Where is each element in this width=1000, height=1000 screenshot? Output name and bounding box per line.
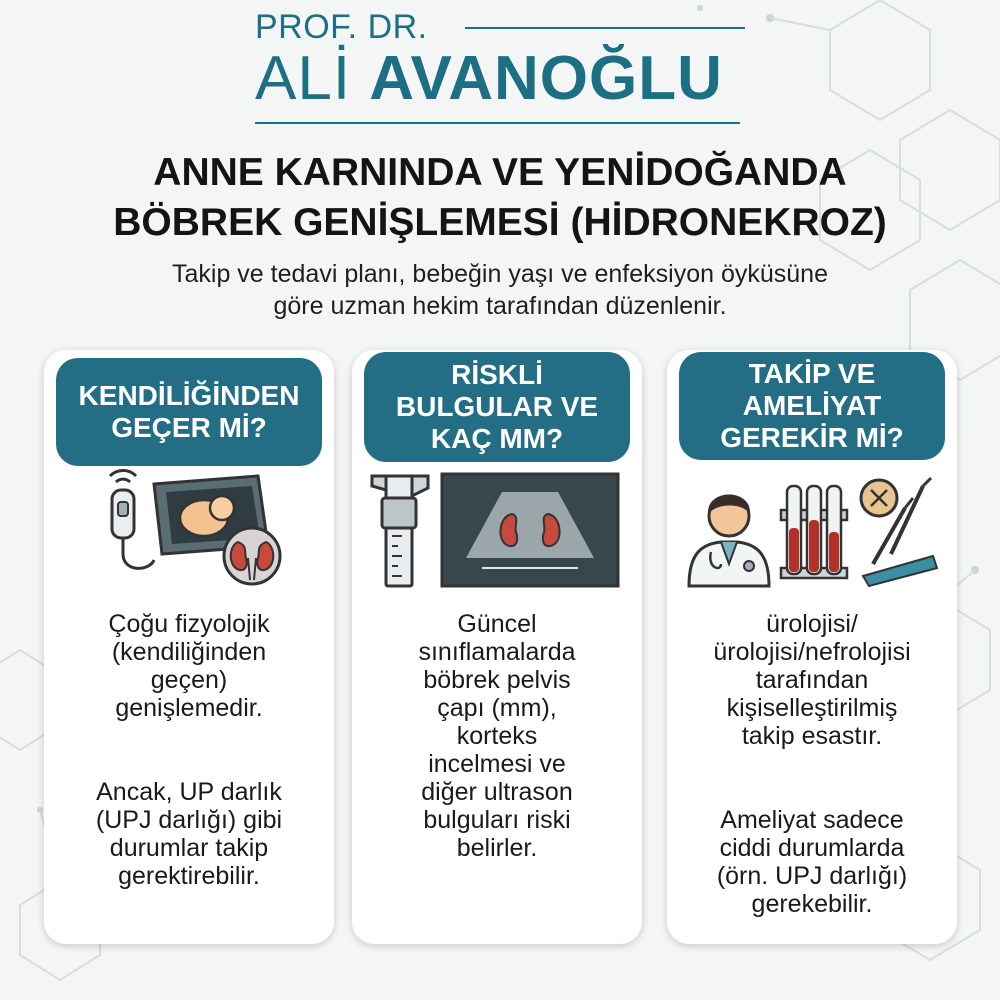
brand-divider-bottom — [255, 122, 740, 124]
kidney-ultrasound-icon — [442, 474, 618, 586]
brand-prefix: PROF. DR. — [255, 8, 428, 46]
card-paragraph: Çoğu fizyolojik (kendiliğinden geçen) genişlemedir. — [108, 610, 270, 722]
card-heading: RİSKLİ BULGULAR VE KAÇ MM? — [364, 352, 630, 462]
brand-first-name: ALİ — [255, 44, 352, 113]
caliper-icon — [372, 476, 428, 586]
info-card-risk-findings — [352, 350, 642, 944]
brand-name — [255, 44, 723, 114]
brand-last-name: AVANOĞLU — [369, 44, 723, 113]
info-card-followup-surgery — [667, 350, 957, 944]
card-body — [677, 582, 947, 946]
test-tubes-icon — [781, 486, 847, 578]
page-subtitle: Takip ve tedavi planı, bebeğin yaşı ve enfeksiyon öyküsüne göre uzman hekim tarafından düzenlenir. — [172, 260, 828, 320]
card-heading: TAKİP VE AMELİYAT GEREKİR Mİ? — [679, 352, 945, 460]
brand-header — [255, 8, 745, 46]
card-paragraph: Ancak, UP darlık (UPJ darlığı) gibi durumlar takip gerektirebilir. — [95, 778, 283, 890]
ultrasound-probe-icon — [110, 470, 154, 568]
page-title: ANNE KARNINDA VE YENİDOĞANDA BÖBREK GENİŞLEMESİ (HİDRONEKROZ) — [113, 151, 887, 244]
kidney-icon — [224, 528, 280, 584]
card-illustration — [54, 468, 324, 588]
surgical-tools-icon — [861, 478, 937, 586]
card-body — [54, 582, 324, 918]
card-paragraph: ürolojisi/ ürolojisi/nefrolojisi tarafından kişiselleştirilmiş takip esastır. — [713, 610, 911, 750]
card-paragraph: Güncel sınıflamalarda böbrek pelvis çapı (mm), korteks incelmesi ve diğer ultrason bulguları riski belirler. — [418, 610, 576, 862]
card-body — [362, 582, 632, 890]
brand-divider-top — [465, 27, 745, 29]
doctor-icon — [689, 496, 769, 587]
card-illustration — [677, 468, 947, 588]
card-paragraph: Ameliyat sadece ciddi durumlarda (örn. UPJ darlığı) gerekebilir. — [716, 806, 908, 918]
card-illustration — [362, 468, 632, 588]
info-card-spontaneous-resolution — [44, 350, 334, 944]
card-heading: KENDİLİĞİNDEN GEÇER Mİ? — [56, 358, 322, 466]
